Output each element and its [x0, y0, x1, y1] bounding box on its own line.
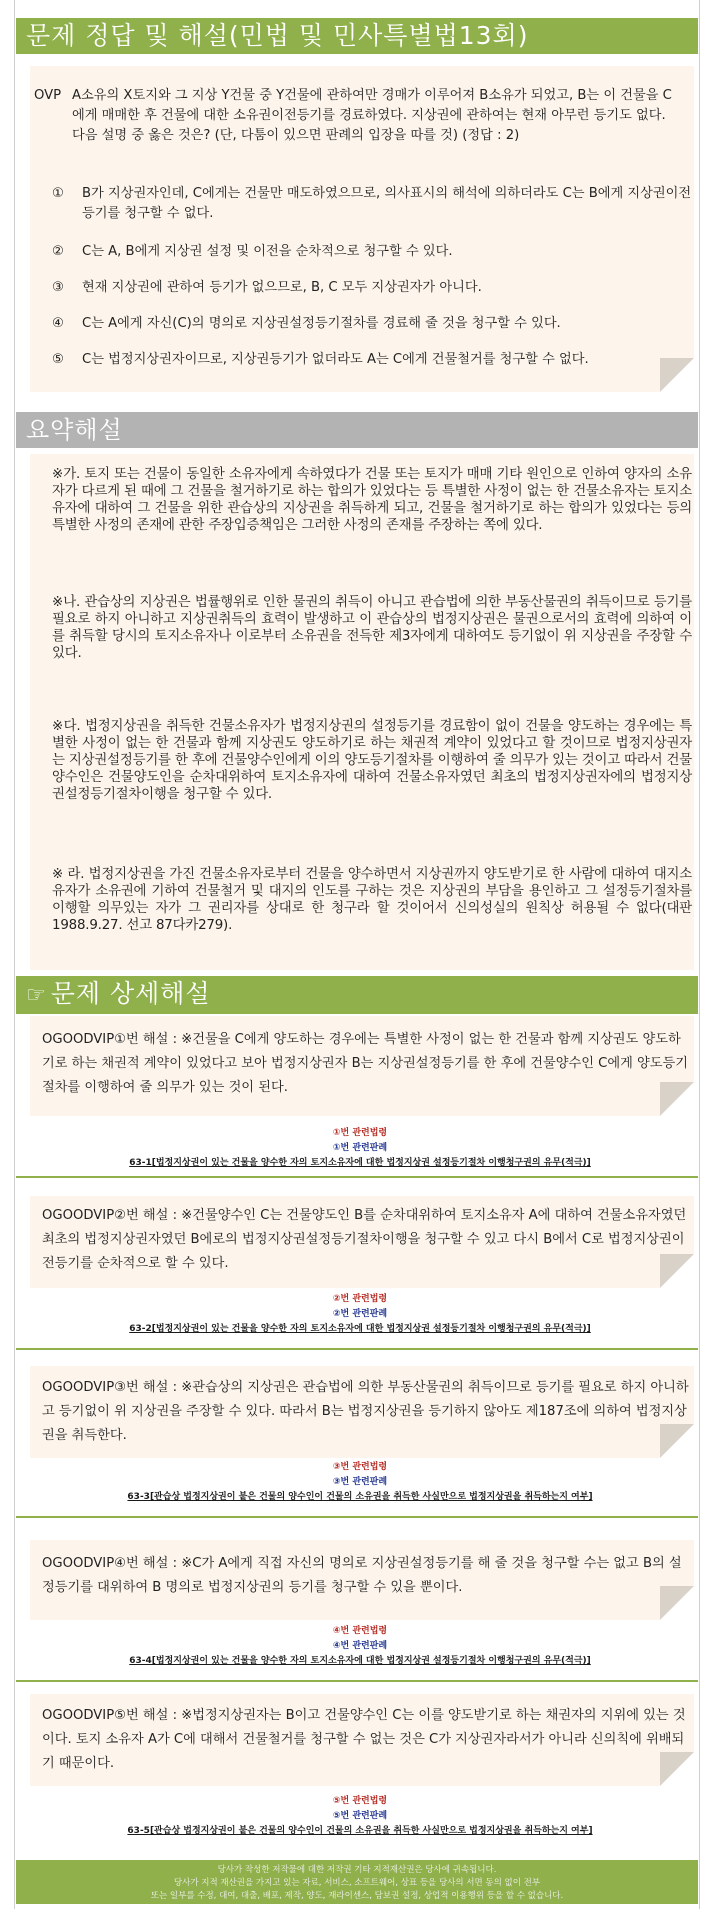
detail-box-3 — [30, 1366, 694, 1458]
detail-box-4 — [30, 1540, 694, 1620]
detail-box-1 — [30, 1016, 694, 1116]
summary-box — [30, 454, 694, 970]
detail-title-text: 문제 상세해설 — [50, 979, 211, 1008]
case-title-link-5[interactable]: 63-5[관습상 법정지상권이 붙은 건물의 양수인이 건물의 소유권을 취득한 사실만으로 법정지상권을 취득하는지 여부] — [127, 1826, 593, 1836]
option-text: B가 지상권자인데, C에게는 건물만 매도하였으므로, 의사표시의 해석에 의하더라도 C는 B에게 지상권이전등기를 청구할 수 없다. — [82, 186, 692, 221]
detail-links-3 — [0, 1460, 720, 1505]
case-link-2[interactable]: ②번 관련판례 — [332, 1309, 388, 1319]
detail-text-2: OGOODVIP②번 해설 : ※건물양수인 C는 건물양도인 B를 순차대위하여 토지소유자 A에 대하여 건물소유자였던 최초의 법정지상권자였던 B에로의 법정지상권설정등기절차이행을 청구할 수 있고 다시 B에서 C로 법정지상권이전등기를 순차적으로 할 수 있다. — [42, 1208, 687, 1271]
page-fold-icon — [660, 1424, 694, 1458]
option-2 — [52, 242, 692, 262]
footer-line-1: 당사가 작성한 저작물에 대한 저작권 기타 지적재산권은 당사에 귀속됩니다. — [217, 1865, 497, 1875]
law-link-4[interactable]: ④번 관련법령 — [332, 1626, 388, 1636]
case-link-3[interactable]: ③번 관련판례 — [332, 1477, 388, 1487]
law-link-1[interactable]: ①번 관련법령 — [332, 1128, 388, 1138]
question-label: OVP — [34, 88, 62, 103]
page-fold-icon — [660, 1752, 694, 1786]
law-link-3[interactable]: ③번 관련법령 — [332, 1462, 388, 1472]
option-text: 현재 지상권에 관하여 등기가 없으므로, B, C 모두 지상권자가 아니다. — [82, 280, 482, 295]
divider — [16, 1680, 698, 1682]
detail-links-5 — [0, 1794, 720, 1839]
option-5 — [52, 350, 692, 370]
option-number: ① — [52, 186, 64, 201]
page-fold-icon — [660, 1586, 694, 1620]
page-fold-icon — [660, 1082, 694, 1116]
copyright-footer — [16, 1860, 698, 1904]
page-title: 문제 정답 및 해설(민법 및 민사특별법13회) — [16, 18, 698, 54]
summary-paragraph-a: ※가. 토지 또는 건물이 동일한 소유자에게 속하였다가 건물 또는 토지가 매매 기타 원인으로 인하여 양자의 소유자가 다르게 된 때에 그 건물을 철거하기로 하는 합의가 있었다는 등 특별한 사정이 없는 한 건물소유자는 토지소유자에 대하여 그 건물을 위한 관습상의 지상권을 취득하게 되고, 건물을 철거하기로 하는 합의가 있었다는 등의 특별한 사정의 존재에 관한 주장입증책임은 그러한 사정의 존재를 주장하는 쪽에 있다. — [52, 467, 692, 533]
summary-paragraph-c: ※다. 법정지상권을 취득한 건물소유자가 법정지상권의 설정등기를 경료함이 없이 건물을 양도하는 경우에는 특별한 사정이 없는 한 건물과 함께 지상권도 양도하기로 하는 채권적 계약이 있었다고 할 것이므로 법정지상권자는 지상권설정등기를 한 후에 건물양수인에게 이의 양도등기절차를 이행하여 줄 의무가 있는 것이고 따라서 건물양수인은 건물양도인을 순차대위하여 토지소유자에 대하여 건물소유자였던 최초의 법정지상권자에의 법정지상권설정등기절차이행을 청구할 수 있다. — [52, 719, 692, 802]
option-4 — [52, 314, 692, 334]
footer-line-3: 또는 일부를 수정, 대여, 대출, 배포, 제작, 양도, 재라이센스, 담보권 설정, 상업적 이용행위 등을 할 수 없습니다. — [150, 1891, 564, 1901]
summary-title: 요약해설 — [16, 412, 698, 448]
summary-paragraph-b: ※나. 관습상의 지상권은 법률행위로 인한 물권의 취득이 아니고 관습법에 의한 부동산물권의 취득이므로 등기를 필요로 하지 아니하고 지상권취득의 효력이 발생하고 이 관습상의 법정지상권은 물권으로서의 효력에 의하여 이를 취득할 당시의 토지소유자나 이로부터 소유권을 전득한 제3자에게 대하여도 등기없이 위 지상권을 주장할 수 있다. — [52, 595, 692, 661]
option-text: C는 A에게 자신(C)의 명의로 지상권설정등기절차를 경료해 줄 것을 청구할 수 있다. — [82, 316, 561, 331]
detail-links-1 — [0, 1126, 720, 1171]
detail-text-5: OGOODVIP⑤번 해설 : ※법정지상권자는 B이고 건물양수인 C는 이를 양도받기로 하는 채권자의 지위에 있는 것이다. 토지 소유자 A가 C에 대해서 건물철거를 청구할 수 없는 것은 C가 지상권자라서가 아니라 신의칙에 위배되기 때문이다. — [42, 1708, 686, 1771]
detail-box-2 — [30, 1196, 694, 1288]
detail-title — [16, 976, 698, 1014]
divider — [16, 1176, 698, 1178]
case-title-link-4[interactable]: 63-4[법정지상권이 있는 건물을 양수한 자의 토지소유자에 대한 법정지상권 설정등기절차 이행청구권의 유무(적극)] — [129, 1656, 591, 1666]
case-link-4[interactable]: ④번 관련판례 — [332, 1641, 388, 1651]
detail-text-4: OGOODVIP④번 해설 : ※C가 A에게 직접 자신의 명의로 지상권설정등기를 해 줄 것을 청구할 수는 없고 B의 설정등기를 대위하여 B 명의로 법정지상권의 등기를 청구할 수 있을 뿐이다. — [42, 1556, 682, 1595]
case-link-5[interactable]: ⑤번 관련판례 — [332, 1811, 388, 1821]
detail-links-4 — [0, 1624, 720, 1669]
detail-text-3: OGOODVIP③번 해설 : ※관습상의 지상권은 관습법에 의한 부동산물권의 취득이므로 등기를 필요로 하지 아니하고 등기없이 위 지상권을 주장할 수 있다. 따라서 B는 법정지상권을 등기하지 않아도 제187조에 의하여 법정지상권을 취득한다. — [42, 1380, 689, 1443]
question-text: A소유의 X토지와 그 지상 Y건물 중 Y건물에 관하여만 경매가 이루어져 B소유가 되었고, B는 이 건물을 C에게 매매한 후 건물에 대한 소유권이전등기를 경료하였다. 지상권에 관하여는 현재 아무런 등기도 없다. 다음 설명 중 옳은 것은? (단, 다툼이 있으면 판례의 입장을 따를 것) (정답 : 2) — [72, 88, 672, 143]
case-title-link-3[interactable]: 63-3[관습상 법정지상권이 붙은 건물의 양수인이 건물의 소유권을 취득한 사실만으로 법정지상권을 취득하는지 여부] — [127, 1492, 593, 1502]
option-number: ③ — [52, 280, 64, 295]
page-fold-icon — [660, 1254, 694, 1288]
option-text: C는 A, B에게 지상권 설정 및 이전을 순차적으로 청구할 수 있다. — [82, 244, 453, 259]
divider — [16, 1348, 698, 1350]
option-1 — [52, 184, 692, 224]
question-box — [30, 66, 694, 392]
divider — [16, 1516, 698, 1518]
summary-paragraph-d: ※ 라. 법정지상권을 가진 건물소유자로부터 건물을 양수하면서 지상권까지 양도받기로 한 사람에 대하여 대지소유자가 소유권에 기하여 건물철거 및 대지의 인도를 구하는 것은 지상권의 부담을 용인하고 그 설정등기절차를 이행할 의무있는 자가 그 권리자를 상대로 한 청구라 할 것이어서 신의성실의 원칙상 허용될 수 없다(대판 1988.9.27. 선고 87다카279). — [52, 867, 692, 933]
option-text: C는 법정지상권자이므로, 지상권등기가 없더라도 A는 C에게 건물철거를 청구할 수 없다. — [82, 352, 589, 367]
detail-box-5 — [30, 1694, 694, 1786]
footer-line-2: 당사가 지적 재산권을 가지고 있는 자료, 서비스, 소프트웨어, 상표 등을 당사의 서면 동의 없이 전부 — [173, 1878, 541, 1888]
case-title-link-1[interactable]: 63-1[법정지상권이 있는 건물을 양수한 자의 토지소유자에 대한 법정지상권 설정등기절차 이행청구권의 유무(적극)] — [129, 1158, 591, 1168]
case-title-link-2[interactable]: 63-2[법정지상권이 있는 건물을 양수한 자의 토지소유자에 대한 법정지상권 설정등기절차 이행청구권의 유무(적극)] — [129, 1324, 591, 1334]
option-number: ⑤ — [52, 352, 64, 367]
case-link-1[interactable]: ①번 관련판례 — [332, 1143, 388, 1153]
question-stem — [34, 86, 682, 146]
option-3 — [52, 278, 692, 298]
option-number: ④ — [52, 316, 64, 331]
detail-links-2 — [0, 1292, 720, 1337]
law-link-2[interactable]: ②번 관련법령 — [332, 1294, 388, 1304]
detail-text-1: OGOODVIP①번 해설 : ※건물을 C에게 양도하는 경우에는 특별한 사정이 없는 한 건물과 함께 지상권도 양도하기로 하는 채권적 계약이 있었다고 보아 법정지상권자 B는 지상권설정등기를 한 후에 건물양수인 C에게 양도등기절차를 이행하여 줄 의무가 있는 것이 된다. — [42, 1032, 689, 1095]
option-number: ② — [52, 244, 64, 259]
pointing-hand-icon: ☞ — [26, 983, 47, 1008]
page-fold-icon — [660, 358, 694, 392]
law-link-5[interactable]: ⑤번 관련법령 — [332, 1796, 388, 1806]
